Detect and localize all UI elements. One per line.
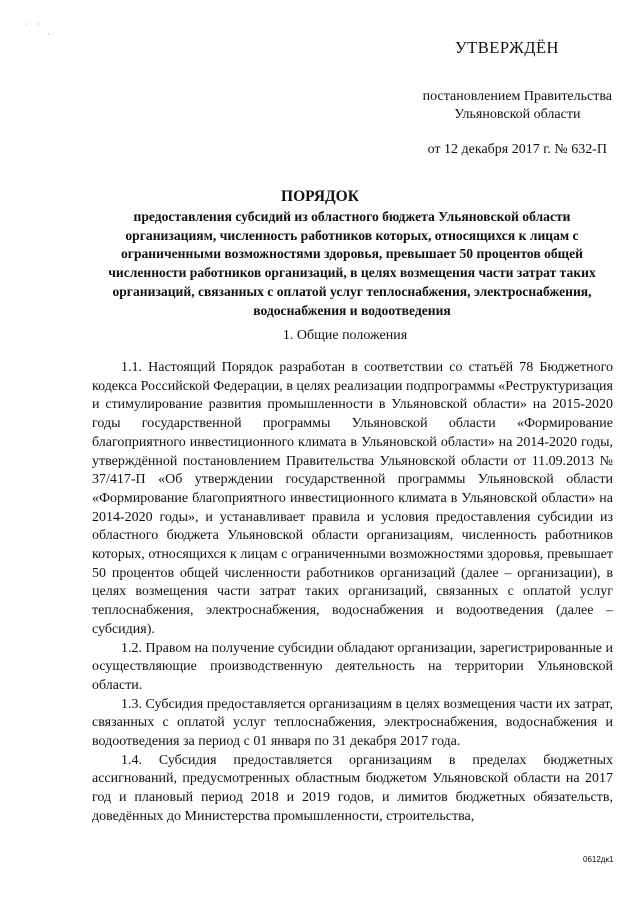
approved-stamp: УТВЕРЖДЁН (455, 38, 559, 57)
decree-line-1: постановлением Правительства (422, 89, 612, 104)
section-heading: 1. Общие положения (282, 328, 408, 343)
document-title: ПОРЯДОК (281, 188, 359, 205)
document-subtitle: предоставления субсидий из областного бюджета Ульяновской области организациям, численность работников которых, относящихся к лицам с ограниченными возможностями здоровья, превышает 50 процентов общей численности работников организаций, в целях возмещения части затрат таких организаций, связанных с оплатой услуг теплоснабжения, электроснабжения, водоснабжения и водоотведения (108, 209, 596, 318)
paragraph-1-1: 1.1. Настоящий Порядок разработан в соответствии со статьёй 78 Бюджетного кодекса Российской Федерации, в целях реализации подпрограммы «Реструктуризация и стимулирование развития промышленности в Ульяновской области» на 2015-2020 годы государственной программы Ульяновской области «Формирование благоприятного инвестиционного климата в Ульяновской области» на 2014-2020 годы, утверждённой постановлением Правительства Ульяновской области от 11.09.2013 № 37/417-П «Об утверждении государственной программы Ульяновской области «Формирование благоприятного инвестиционного климата в Ульяновской области» на 2014-2020 годы», и устанавливает правила и условия предоставления субсидии из областного бюджета Ульяновской области организациям, численность работников которых, относящихся к лицам с ограниченными возможностями здоровья, превышает 50 процентов общей численности работников организаций (далее – организации), в целях возмещения части затрат таких организаций, связанных с оплатой услуг теплоснабжения, электроснабжения, водоснабжения и водоотведения (далее – субсидия). (92, 360, 613, 637)
decree-date: от 12 декабря 2017 г. № 632-П (427, 142, 608, 157)
paragraph-1-3: 1.3. Субсидия предоставляется организациям в целях возмещения части их затрат, связанных с оплатой услуг теплоснабжения, электроснабжения, водоснабжения и водоотведения за период с 01 января по 31 декабря 2017 года. (92, 696, 613, 750)
decree-block (423, 88, 612, 159)
document-body (92, 359, 613, 827)
footer-code: 0612дк1 (583, 855, 614, 864)
paragraph-1-2: 1.2. Правом на получение субсидии обладают организации, зарегистрированные и осуществляющие производственную деятельность на территории Ульяновской области. (92, 640, 613, 693)
scan-specks: · · · (25, 20, 50, 39)
decree-line-2: Ульяновской области (454, 107, 581, 122)
paragraph-1-4: 1.4. Субсидия предоставляется организациям в пределах бюджетных ассигнований, предусмотренных областным бюджетом Ульяновской области на 2017 год и плановый период 2018 и 2019 годов, и лимитов бюджетных обязательств, доведённых до Министерства промышленности, строительства, (92, 752, 613, 824)
